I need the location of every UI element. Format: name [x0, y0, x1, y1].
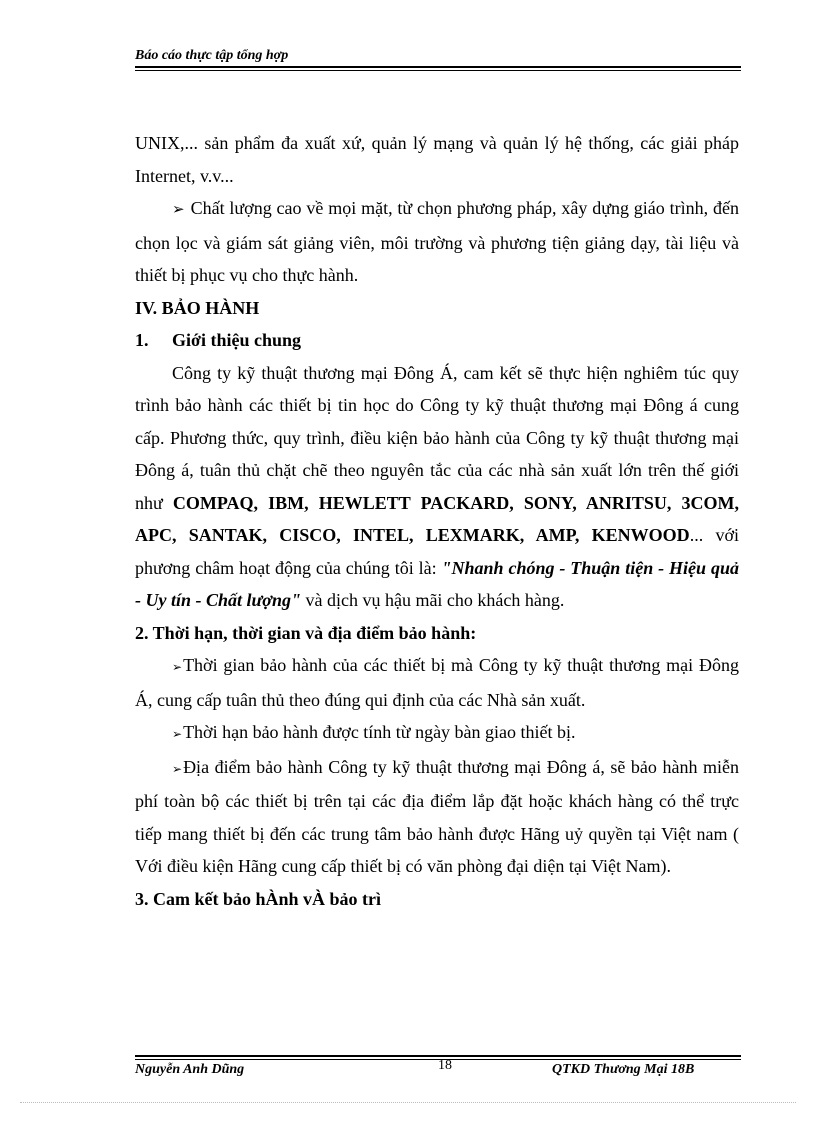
subheading-introduction: [135, 324, 739, 357]
subheading-warranty-maintenance: 3. Cam kết bảo hÀnh vÀ bảo trì: [135, 888, 382, 909]
subheading-number: 1.: [135, 330, 149, 350]
subheading-duration: 2. Thời hạn, thời gian và địa điểm bảo hành:: [135, 622, 477, 643]
paragraph-commitment: [135, 357, 739, 617]
document-body: [135, 127, 739, 915]
header-rule: [135, 66, 741, 68]
commitment-text-c: và dịch vụ hậu mãi cho khách hàng.: [300, 590, 565, 610]
page-edge-divider: [20, 1102, 796, 1103]
arrow-bullet-icon: ➢: [172, 761, 183, 776]
section-heading-warranty: IV. BẢO HÀNH: [135, 297, 260, 318]
footer-rule: [135, 1055, 741, 1057]
motto: "Nhanh chóng - Thuận tiện - Hiệu quả - Uy tín - Chất lượng": [135, 557, 739, 610]
commitment-text-a: Công ty kỹ thuật thương mại Đông Á, cam kết sẽ thực hiện nghiêm túc quy trình bảo hành các thiết bị tin học do Công ty kỹ thuật thương mại Đông á cung cấp. Phương thức, quy trình, điều kiện bảo hành của Công ty kỹ thuật thương mại Đông á, tuân thủ chặt chẽ theo nguyên tắc của các nhà sản xuất lớn trên thế giới như: [135, 362, 739, 513]
bullet-item: [135, 751, 739, 883]
bullet-item: [135, 716, 739, 751]
header-rule-thin: [135, 70, 741, 71]
arrow-bullet-icon: ➢: [172, 202, 185, 218]
arrow-bullet-icon: ➢: [172, 660, 183, 674]
paragraph-quality: [135, 192, 739, 292]
page-number: 18: [438, 1058, 452, 1073]
brand-list: COMPAQ, IBM, HEWLETT PACKARD, SONY, ANRITSU, 3COM, APC, SANTAK, CISCO, INTEL, LEXMARK, AMP, KENWOOD: [135, 492, 739, 545]
bullet-item-text: Địa điểm bảo hành Công ty kỹ thuật thương mại Đông á, sẽ bảo hành miễn phí toàn bộ các thiết bị trên tại các địa điểm lắp đặt hoặc khách hàng có thể trực tiếp mang thiết bị đến các trung tâm bảo hành được Hãng uỷ quyền tại Việt nam ( Với điều kiện Hãng cung cấp thiết bị có văn phòng đại diện tại Việt Nam).: [135, 756, 739, 876]
commitment-text-b: ... với phương châm hoạt động của chúng tôi là:: [135, 525, 739, 578]
paragraph-unix: UNIX,... sản phẩm đa xuất xứ, quản lý mạng và quản lý hệ thống, các giải pháp Internet, v.v...: [135, 133, 739, 186]
running-header: Báo cáo thực tập tổng hợp: [135, 48, 289, 63]
footer-author: Nguyễn Anh Dũng: [135, 1062, 245, 1077]
arrow-bullet-icon: ➢: [172, 727, 183, 741]
bullet-item-text: Thời hạn bảo hành được tính từ ngày bàn giao thiết bị.: [183, 722, 576, 742]
bullet-item-text: Thời gian bảo hành của các thiết bị mà Công ty kỹ thuật thương mại Đông Á, cung cấp tuân thủ theo đúng qui định của các Nhà sản xuất.: [135, 655, 739, 710]
bullet-item: [135, 649, 739, 716]
paragraph-quality-text: Chất lượng cao về mọi mặt, từ chọn phương pháp, xây dựng giáo trình, đến chọn lọc và giám sát giảng viên, môi trường và phương tiện giảng dạy, tài liệu và thiết bị phục vụ cho thực hành.: [135, 198, 739, 285]
footer-class: QTKD Thương Mại 18B: [552, 1062, 695, 1077]
subheading-text: Giới thiệu chung: [172, 330, 301, 350]
